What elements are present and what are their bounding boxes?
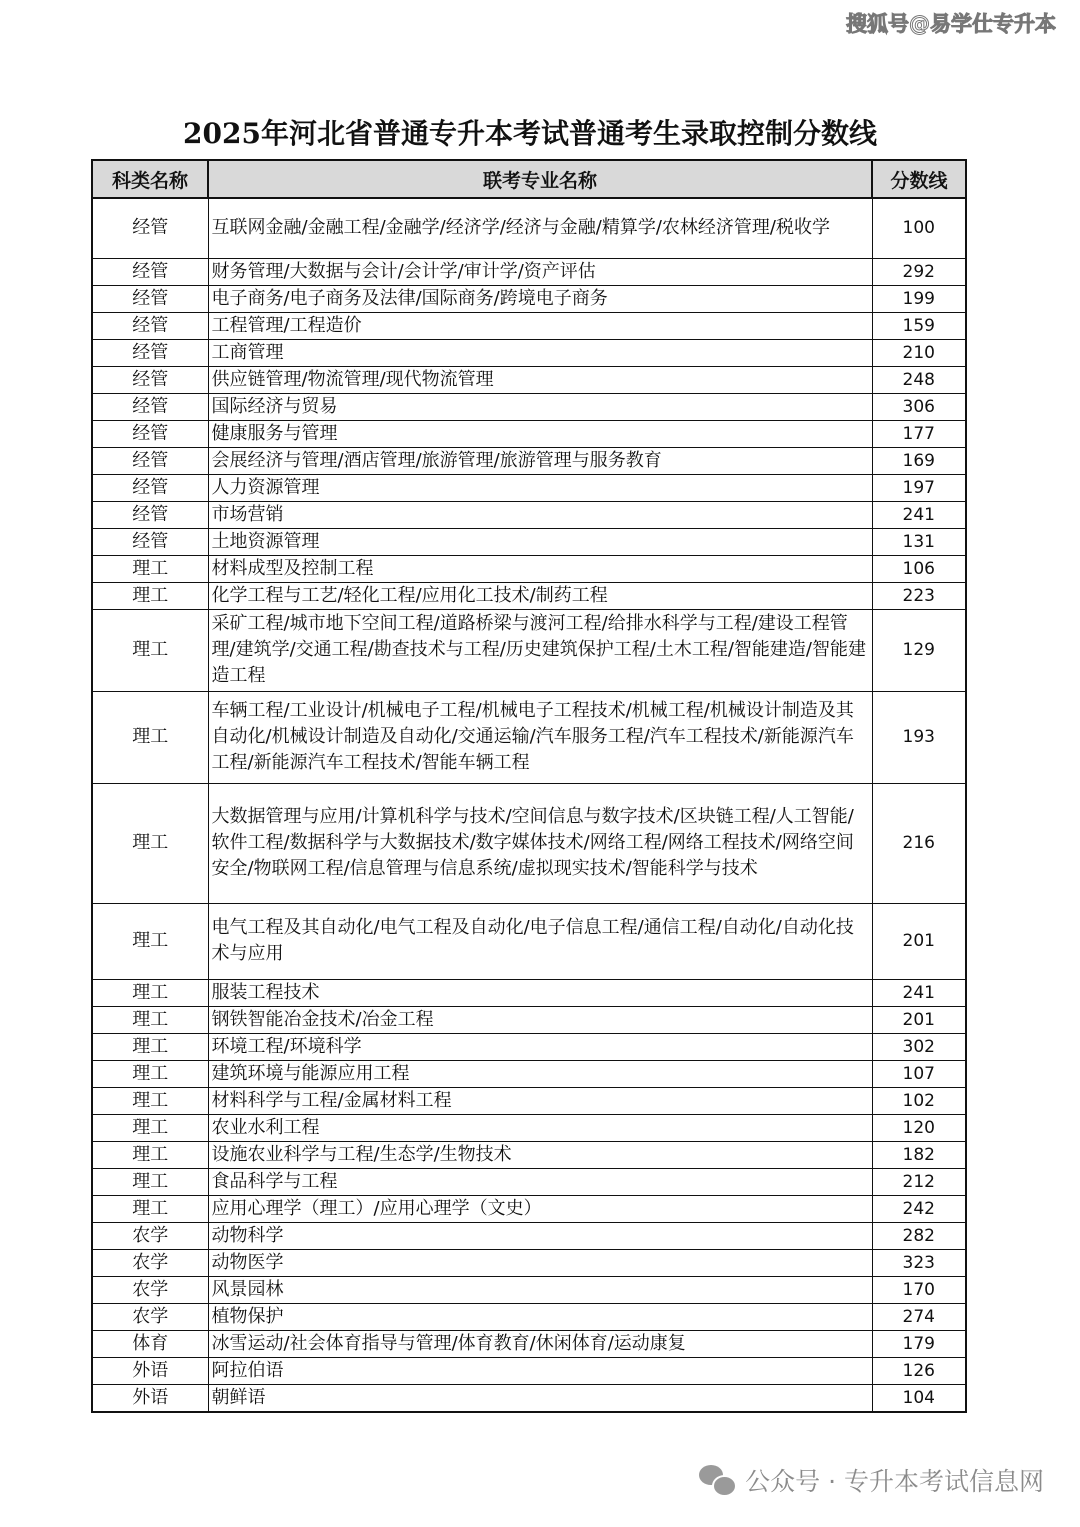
category-cell: 理工 (92, 1114, 208, 1141)
score-cell: 169 (872, 447, 966, 474)
score-cell: 302 (872, 1033, 966, 1060)
table-row (92, 1114, 966, 1141)
category-cell: 外语 (92, 1357, 208, 1384)
category-cell: 理工 (92, 1141, 208, 1168)
footer-account (699, 1462, 1044, 1498)
score-cell: 212 (872, 1168, 966, 1195)
category-cell: 农学 (92, 1249, 208, 1276)
major-cell: 朝鲜语 (208, 1384, 872, 1412)
category-cell: 理工 (92, 1195, 208, 1222)
category-cell: 经管 (92, 285, 208, 312)
page-title: 2025年河北省普通专升本考试普通考生录取控制分数线 (183, 117, 877, 150)
major-cell: 环境工程/环境科学 (208, 1033, 872, 1060)
score-cell: 131 (872, 528, 966, 555)
score-cell: 193 (872, 691, 966, 783)
table-row (92, 903, 966, 979)
table-row (92, 285, 966, 312)
table-row (92, 582, 966, 609)
major-cell: 农业水利工程 (208, 1114, 872, 1141)
major-cell: 化学工程与工艺/轻化工程/应用化工技术/制药工程 (208, 582, 872, 609)
score-cell: 323 (872, 1249, 966, 1276)
major-cell: 冰雪运动/社会体育指导与管理/体育教育/休闲体育/运动康复 (208, 1330, 872, 1357)
table-row (92, 258, 966, 285)
score-cell: 201 (872, 1006, 966, 1033)
score-cell: 274 (872, 1303, 966, 1330)
score-table (91, 159, 967, 1413)
category-cell: 经管 (92, 393, 208, 420)
score-cell: 282 (872, 1222, 966, 1249)
watermark-text: 搜狐号@易学仕专升本 (846, 12, 1056, 36)
category-cell: 理工 (92, 691, 208, 783)
table-row (92, 1006, 966, 1033)
major-cell: 植物保护 (208, 1303, 872, 1330)
category-cell: 经管 (92, 198, 208, 258)
major-cell: 土地资源管理 (208, 528, 872, 555)
category-cell: 经管 (92, 474, 208, 501)
category-cell: 理工 (92, 1033, 208, 1060)
category-cell: 农学 (92, 1303, 208, 1330)
category-cell: 理工 (92, 555, 208, 582)
score-cell: 129 (872, 609, 966, 691)
category-cell: 外语 (92, 1384, 208, 1412)
table-row (92, 1060, 966, 1087)
wechat-icon (699, 1465, 735, 1495)
table-body (92, 198, 966, 1412)
score-cell: 179 (872, 1330, 966, 1357)
table-row (92, 555, 966, 582)
major-cell: 工商管理 (208, 339, 872, 366)
major-cell: 动物科学 (208, 1222, 872, 1249)
major-cell: 健康服务与管理 (208, 420, 872, 447)
score-cell: 241 (872, 979, 966, 1006)
table-row (92, 447, 966, 474)
table-row (92, 1033, 966, 1060)
score-cell: 182 (872, 1141, 966, 1168)
score-cell: 159 (872, 312, 966, 339)
major-cell: 动物医学 (208, 1249, 872, 1276)
score-cell: 197 (872, 474, 966, 501)
score-cell: 248 (872, 366, 966, 393)
table-row (92, 1087, 966, 1114)
major-cell: 阿拉伯语 (208, 1357, 872, 1384)
score-cell: 104 (872, 1384, 966, 1412)
table-row (92, 783, 966, 903)
table-row (92, 609, 966, 691)
major-cell: 供应链管理/物流管理/现代物流管理 (208, 366, 872, 393)
category-cell: 经管 (92, 528, 208, 555)
major-cell: 食品科学与工程 (208, 1168, 872, 1195)
score-cell: 170 (872, 1276, 966, 1303)
major-cell: 建筑环境与能源应用工程 (208, 1060, 872, 1087)
category-cell: 理工 (92, 1060, 208, 1087)
major-cell: 财务管理/大数据与会计/会计学/审计学/资产评估 (208, 258, 872, 285)
category-cell: 经管 (92, 366, 208, 393)
category-cell: 理工 (92, 979, 208, 1006)
table-row (92, 1384, 966, 1412)
major-cell: 采矿工程/城市地下空间工程/道路桥梁与渡河工程/给排水科学与工程/建设工程管理/建筑学/交通工程/勘查技术与工程/历史建筑保护工程/土木工程/智能建造/智能建造工程 (208, 609, 872, 691)
score-cell: 223 (872, 582, 966, 609)
score-cell: 107 (872, 1060, 966, 1087)
score-cell: 106 (872, 555, 966, 582)
score-cell: 210 (872, 339, 966, 366)
category-cell: 理工 (92, 903, 208, 979)
score-cell: 120 (872, 1114, 966, 1141)
score-cell: 201 (872, 903, 966, 979)
table-header-row (92, 160, 966, 198)
major-cell: 材料成型及控制工程 (208, 555, 872, 582)
table-row (92, 1195, 966, 1222)
category-cell: 理工 (92, 1006, 208, 1033)
table-row (92, 1303, 966, 1330)
major-cell: 国际经济与贸易 (208, 393, 872, 420)
category-cell: 理工 (92, 783, 208, 903)
major-cell: 应用心理学（理工）/应用心理学（文史） (208, 1195, 872, 1222)
table-row (92, 1357, 966, 1384)
major-cell: 互联网金融/金融工程/金融学/经济学/经济与金融/精算学/农林经济管理/税收学 (208, 198, 872, 258)
score-cell: 126 (872, 1357, 966, 1384)
category-cell: 农学 (92, 1276, 208, 1303)
major-cell: 钢铁智能冶金技术/冶金工程 (208, 1006, 872, 1033)
table-row (92, 420, 966, 447)
major-cell: 电子商务/电子商务及法律/国际商务/跨境电子商务 (208, 285, 872, 312)
category-cell: 经管 (92, 258, 208, 285)
category-cell: 经管 (92, 447, 208, 474)
score-cell: 177 (872, 420, 966, 447)
table-row (92, 1222, 966, 1249)
major-cell: 会展经济与管理/酒店管理/旅游管理/旅游管理与服务教育 (208, 447, 872, 474)
major-cell: 风景园林 (208, 1276, 872, 1303)
score-cell: 241 (872, 501, 966, 528)
table-row (92, 474, 966, 501)
major-cell: 材料科学与工程/金属材料工程 (208, 1087, 872, 1114)
category-cell: 理工 (92, 1087, 208, 1114)
table-row (92, 312, 966, 339)
header-major: 联考专业名称 (208, 160, 872, 198)
category-cell: 理工 (92, 582, 208, 609)
score-cell: 102 (872, 1087, 966, 1114)
table-row (92, 339, 966, 366)
major-cell: 工程管理/工程造价 (208, 312, 872, 339)
category-cell: 经管 (92, 312, 208, 339)
major-cell: 市场营销 (208, 501, 872, 528)
major-cell: 车辆工程/工业设计/机械电子工程/机械电子工程技术/机械工程/机械设计制造及其自动化/机械设计制造及自动化/交通运输/汽车服务工程/汽车工程技术/新能源汽车工程/新能源汽车工程技术/智能车辆工程 (208, 691, 872, 783)
score-cell: 199 (872, 285, 966, 312)
table-row (92, 198, 966, 258)
table-row (92, 501, 966, 528)
table-row (92, 1249, 966, 1276)
score-cell: 100 (872, 198, 966, 258)
major-cell: 电气工程及其自动化/电气工程及自动化/电子信息工程/通信工程/自动化/自动化技术与应用 (208, 903, 872, 979)
category-cell: 经管 (92, 339, 208, 366)
table-row (92, 691, 966, 783)
category-cell: 体育 (92, 1330, 208, 1357)
major-cell: 人力资源管理 (208, 474, 872, 501)
table-row (92, 1141, 966, 1168)
category-cell: 经管 (92, 501, 208, 528)
category-cell: 理工 (92, 609, 208, 691)
table-row (92, 979, 966, 1006)
footer-text: 公众号 · 专升本考试信息网 (745, 1467, 1044, 1496)
table-row (92, 1168, 966, 1195)
score-cell: 242 (872, 1195, 966, 1222)
category-cell: 理工 (92, 1168, 208, 1195)
category-cell: 经管 (92, 420, 208, 447)
header-score: 分数线 (872, 160, 966, 198)
table-row (92, 366, 966, 393)
table-row (92, 1276, 966, 1303)
major-cell: 设施农业科学与工程/生态学/生物技术 (208, 1141, 872, 1168)
table-row (92, 1330, 966, 1357)
score-cell: 216 (872, 783, 966, 903)
major-cell: 大数据管理与应用/计算机科学与技术/空间信息与数字技术/区块链工程/人工智能/软件工程/数据科学与大数据技术/数字媒体技术/网络工程/网络工程技术/网络空间安全/物联网工程/信息管理与信息系统/虚拟现实技术/智能科学与技术 (208, 783, 872, 903)
major-cell: 服装工程技术 (208, 979, 872, 1006)
score-cell: 292 (872, 258, 966, 285)
category-cell: 农学 (92, 1222, 208, 1249)
table-row (92, 393, 966, 420)
table-row (92, 528, 966, 555)
score-cell: 306 (872, 393, 966, 420)
header-category: 科类名称 (92, 160, 208, 198)
